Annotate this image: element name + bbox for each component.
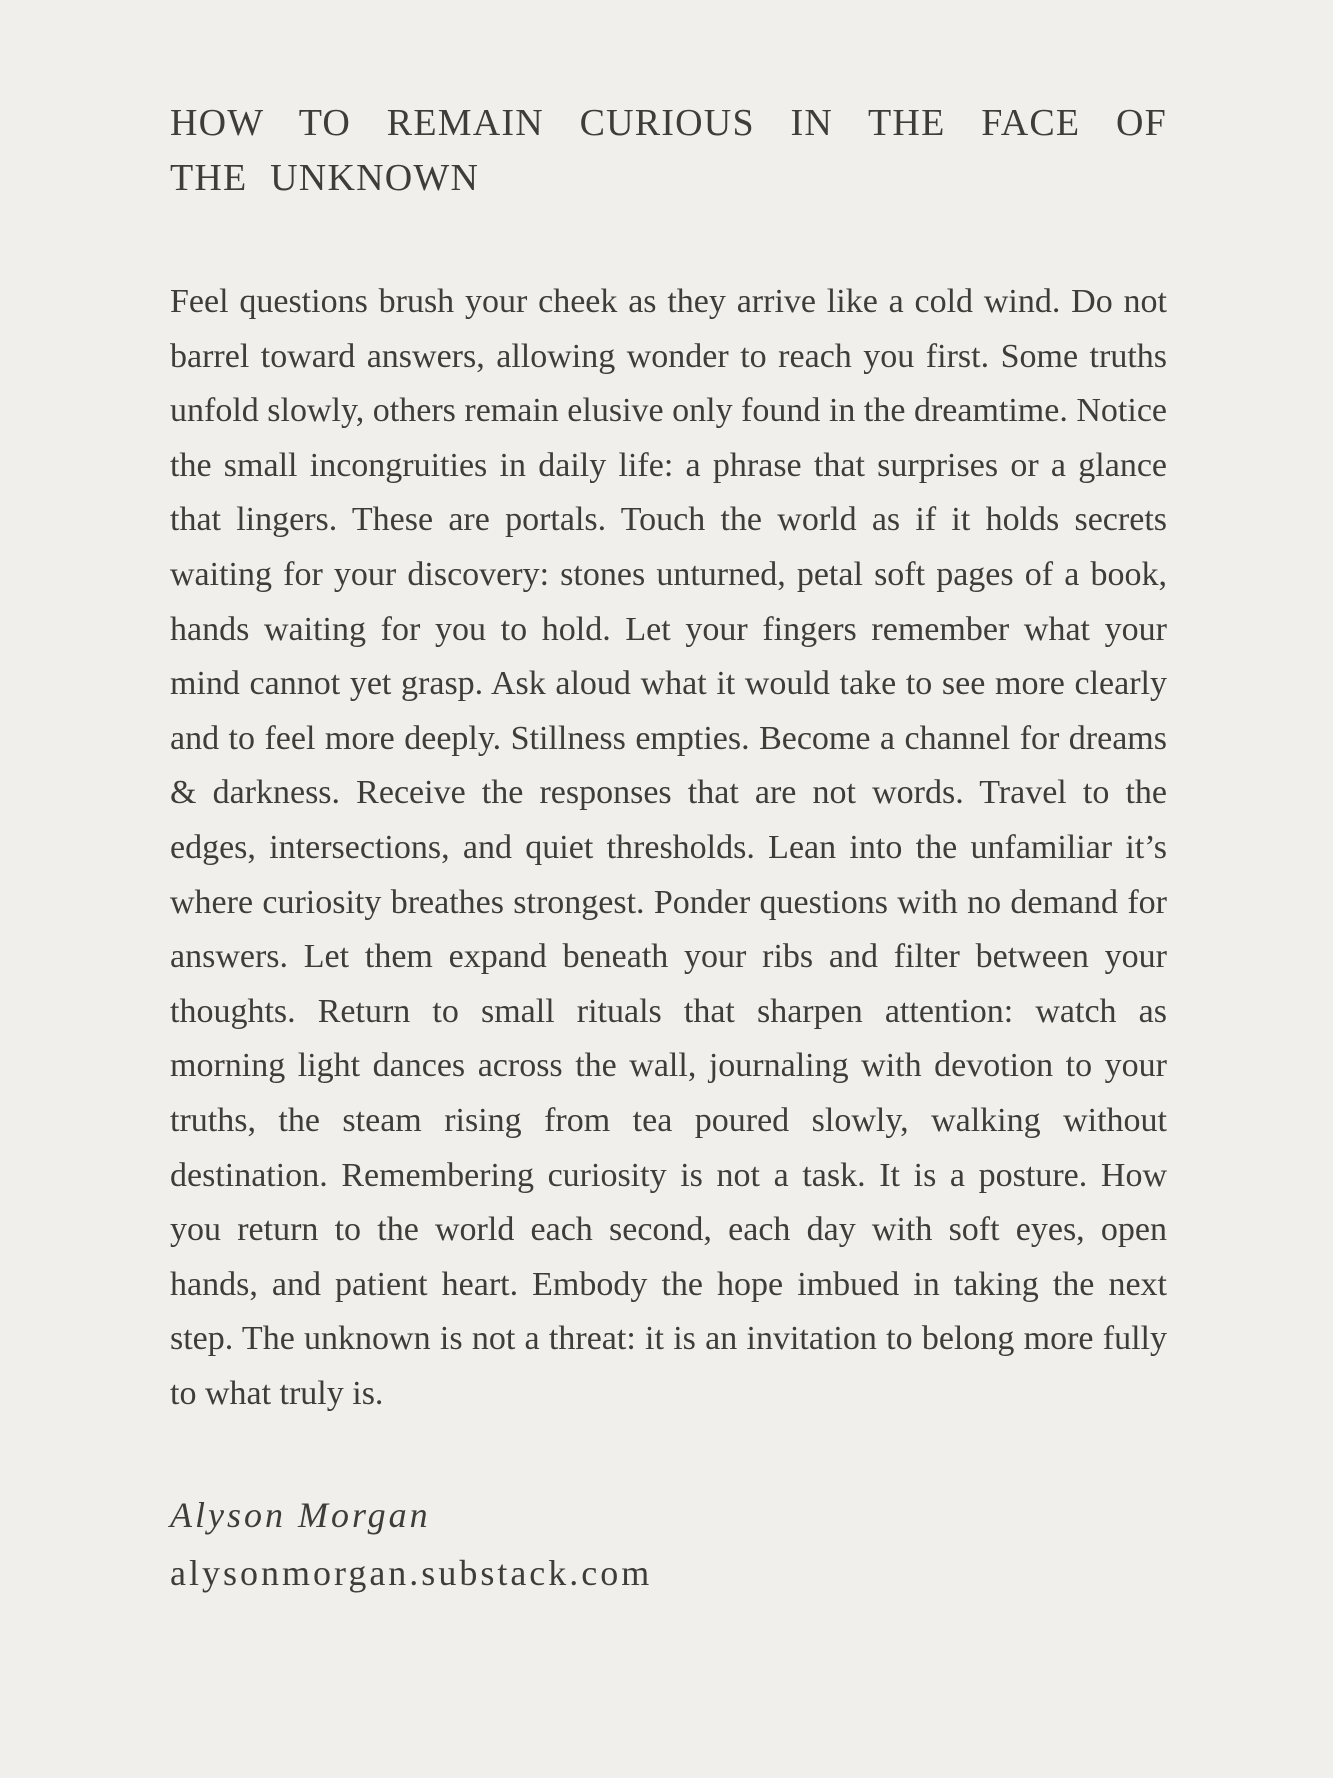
essay-body: Feel questions brush your cheek as they arrive like a cold wind. Do not barrel toward answers, allowing wonder to reach you first. Some truths unfold slowly, others remain elusive only found in the dreamtime. Notice the small incongruities in daily life: a phrase that surprises or a glance that lingers. These are portals. Touch the world as if it holds secrets waiting for your discovery: stones unturned, petal soft pages of a book, hands waiting for you to hold. Let your fingers remember what your mind cannot yet grasp. Ask aloud what it would take to see more clearly and to feel more deeply. Stillness empties. Become a channel for dreams & darkness. Receive the responses that are not words. Travel to the edges, intersections, and quiet thresholds. Lean into the unfamiliar it’s where curiosity breathes strongest. Ponder questions with no demand for answers. Let them expand beneath your ribs and filter between your thoughts. Return to small rituals that sharpen attention: watch as morning light dances across the wall, journaling with devotion to your truths, the steam rising from tea poured slowly, walking without destination. Remembering curiosity is not a task. It is a posture. How you return to the world each second, each day with soft eyes, open hands, and patient heart. Embody the hope imbued in taking the next step. The unknown is not a threat: it is an invitation to belong more fully to what truly is. — [170, 283, 1167, 1412]
page-title: HOW TO REMAIN CURIOUS IN THE FACE OF THE UNKNOWN — [170, 102, 1167, 199]
author-website: alysonmorgan.substack.com — [170, 1553, 653, 1594]
document-page — [170, 96, 1167, 1599]
author-name: Alyson Morgan — [170, 1495, 431, 1536]
